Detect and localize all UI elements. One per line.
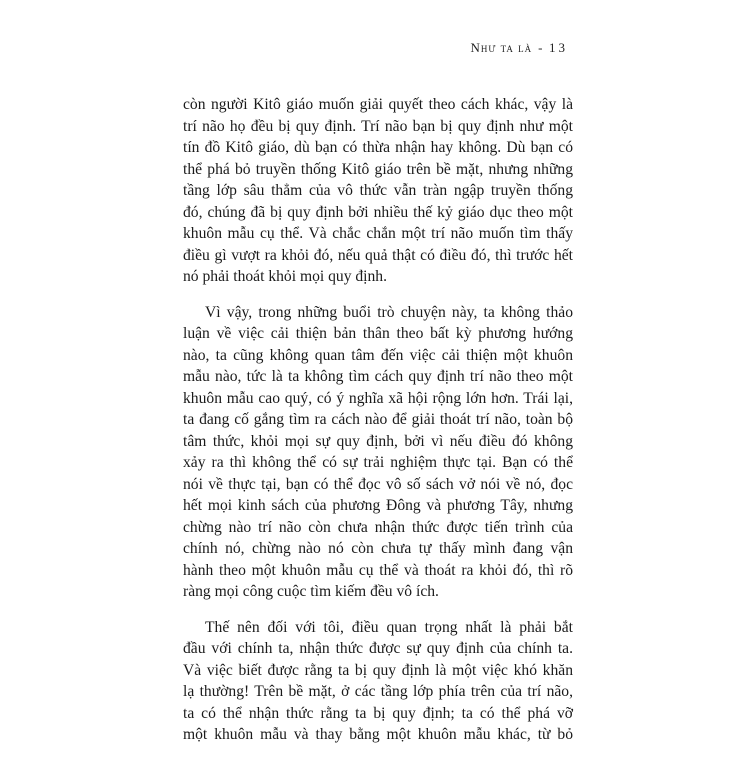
text-line: hết mọi kinh sách của phương Đông và phương Tây, nhưng xyxy=(183,497,573,514)
text-line: một khuôn mẫu và thay bằng một khuôn mẫu khác, từ bỏ xyxy=(183,726,573,743)
text-line: khuôn mẫu cụ thể. Và chắc chắn một trí não muốn tìm thấy xyxy=(183,225,573,242)
page-number: 13 xyxy=(549,40,568,55)
paragraph-2 xyxy=(183,302,573,603)
text-line: tầng lớp sâu thẳm của vô thức vẫn tràn ngập truyền thống xyxy=(183,182,573,199)
text-line: nói về thực tại, bạn có thể đọc vô số sách vở nói về nó, đọc xyxy=(183,475,573,493)
paragraph-3 xyxy=(183,617,573,746)
running-head-title: Như ta là xyxy=(470,40,533,55)
text-line: mẫu nào, tức là ta không tìm cách quy định trí não theo một xyxy=(183,368,573,385)
running-head-separator: - xyxy=(538,40,543,55)
text-line: Và việc biết được rằng ta bị quy định là một việc khó khăn xyxy=(183,661,573,679)
paragraph-1 xyxy=(183,94,573,288)
text-line: ràng mọi công cuộc tìm kiếm đều vô ích. xyxy=(183,583,439,600)
text-line: xảy ra thì không thể có sự trải nghiệm thực tại. Bạn có thể xyxy=(183,454,573,471)
text-line: Thế nên đối với tôi, điều quan trọng nhất là phải bắt xyxy=(205,618,573,636)
text-line: tín đồ Kitô giáo, dù bạn có thừa nhận hay không. Dù bạn có xyxy=(183,139,573,156)
text-line: còn người Kitô giáo muốn giải quyết theo cách khác, vậy là xyxy=(183,96,573,113)
text-line: điều gì vượt ra khỏi đó, nếu quả thật có điều đó, thì trước hết xyxy=(183,246,573,264)
text-line: nó phải thoát khỏi mọi quy định. xyxy=(183,268,388,285)
body-text xyxy=(183,94,573,760)
text-line: nào, ta cũng không quan tâm đến việc cải thiện một khuôn xyxy=(183,346,573,364)
text-line: chừng nào trí não còn chưa nhận thức được tiến trình của xyxy=(183,518,573,536)
text-line: Vì vậy, trong những buổi trò chuyện này, ta không thảo xyxy=(205,303,573,321)
text-line: ta có thể nhận thức rằng ta bị quy định; ta có thể phá vỡ xyxy=(183,704,573,722)
text-line: khuôn mẫu cao quý, có ý nghĩa xã hội rộng lớn hơn. Trái lại, xyxy=(183,389,573,407)
text-line: thể phá bỏ truyền thống Kitô giáo trên bề mặt, nhưng những xyxy=(183,160,573,178)
text-line: tâm thức, khỏi mọi sự quy định, bởi vì nếu điều đó không xyxy=(183,432,573,450)
text-line: chính nó, chừng nào nó còn chưa tự thấy mình đang vận xyxy=(183,540,573,557)
text-line: hành theo một khuôn mẫu cụ thể và thoát ra khỏi đó, thì rõ xyxy=(183,561,573,579)
text-line: lạ thường! Trên bề mặt, ở các tầng lớp phía trên của trí não, xyxy=(183,683,573,700)
text-line: trí não họ đều bị quy định. Trí não bạn bị quy định như một xyxy=(183,117,573,135)
text-line: ta đang cố gắng tìm ra cách nào để giải thoát trí não, toàn bộ xyxy=(183,411,573,428)
text-line: đó, chúng đã bị quy định bởi nhiều thế kỷ giáo dục theo một xyxy=(183,203,573,221)
text-line: đầu với chính ta, nhận thức được sự quy định của chính ta. xyxy=(183,640,573,657)
running-head xyxy=(471,40,569,56)
text-line: luận về việc cải thiện bản thân theo bất kỳ phương hướng xyxy=(183,325,573,342)
